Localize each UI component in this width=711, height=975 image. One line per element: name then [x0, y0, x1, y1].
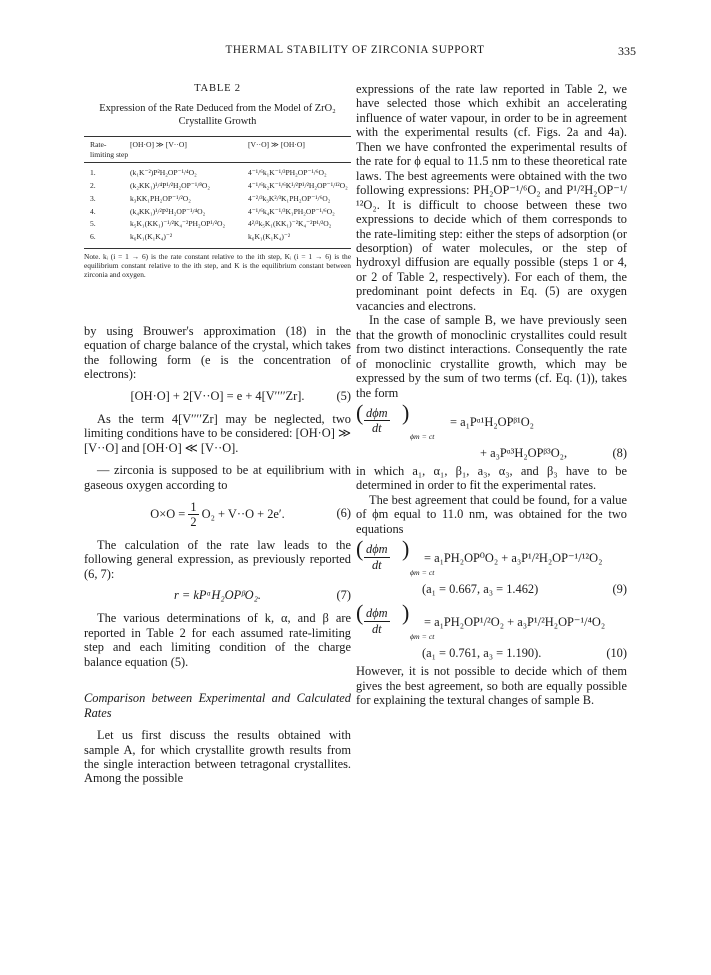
- equation-8-continued: [356, 446, 627, 464]
- equation-fraction: [188, 500, 198, 530]
- equation-number: (8): [612, 445, 627, 460]
- table-cell: k₅K₁(KK₁)⁻¹/²K₄⁻²PH₂OP¹/²O₂: [130, 219, 226, 229]
- table-cell: (k₁K⁻²)P²H₂OP⁻¹/⁴O₂: [130, 168, 197, 178]
- table-cell: 2.: [90, 181, 96, 191]
- paragraph: As the term 4[V′′′′Zr] may be neglected, two limiting conditions have to be considered: [OH·O] ≫ [V··O] and [OH·O] ≪ [V··O].: [84, 411, 351, 455]
- section-heading: Comparison between Experimental and Calculated Rates: [84, 691, 351, 720]
- paragraph: However, it is not possible to decide which of them gives the best agreement, so both are equally possible for explaining the textural changes of sample B.: [356, 664, 627, 708]
- equation-rhs: = a₁Pᵅ¹H₂OPᵝ¹O₂: [450, 414, 534, 429]
- col-header-vacancy-dominant: [V··O] ≫ [OH·O]: [248, 140, 305, 150]
- derivative-subscript: ϕm = ct: [410, 568, 435, 578]
- equation-condition: (a₁ = 0.667, a₃ = 1.462): [422, 582, 539, 597]
- equation-10: ( dϕm dt ) ϕm = ct = a₁PH₂OP¹/²O₂ + a₃P¹/²H₂OP⁻¹/⁴O₂: [356, 600, 627, 646]
- equation-rhs: O₂ + V··O + 2e′.: [201, 506, 285, 521]
- equation-9-condition: [356, 582, 627, 600]
- derivative-subscript: ϕm = ct: [410, 632, 435, 642]
- paragraph: Let us first discuss the results obtained with sample A, for which crystallite growth results from the single interaction between tetragonal crystallites. Among the possible: [84, 728, 351, 786]
- table-cell: (k₂KK₁)¹/⁴P¹/²H₂OP⁻¹/⁸O₂: [130, 181, 211, 191]
- running-header: [0, 44, 711, 60]
- right-column: [356, 82, 627, 708]
- equation-number: (10): [606, 646, 627, 661]
- table-caption: TABLE 2: [194, 83, 241, 94]
- derivative-fraction: [364, 406, 390, 436]
- table-row: [84, 206, 351, 219]
- equation-number: (7): [336, 588, 351, 603]
- table-cell: (k₄KK₁)¹/²P²H₂OP⁻¹/⁴O₂: [130, 206, 206, 216]
- table-row: [84, 193, 351, 206]
- table-cell: 4.: [90, 206, 96, 216]
- table-cell: 3.: [90, 193, 96, 203]
- equation-body: [OH·O] + 2[V··O] = e + 4[V′′′′Zr].: [130, 388, 305, 403]
- equation-5: [84, 382, 351, 412]
- equation-number: (5): [336, 388, 351, 403]
- paragraph: by using Brouwer's approximation (18) in the equation of charge balance of the crystal, which takes the following form (e is the concentration of electrons):: [84, 323, 351, 382]
- table-cell: k₃KK₁PH₂OP⁻¹/²O₂: [130, 193, 191, 203]
- table-cell: 5.: [90, 219, 96, 229]
- derivative-numerator: dϕm: [366, 542, 388, 557]
- equation-rhs: = a₁PH₂OP¹/²O₂ + a₃P¹/²H₂OP⁻¹/⁴O₂: [424, 615, 606, 630]
- equation-9: ( dϕm dt ) ϕm = ct = a₁PH₂OP⁰O₂ + a₃P¹/²H₂OP⁻¹/¹²O₂: [356, 536, 627, 582]
- table-cell: 4⁻¹/⁶k₄K⁻¹/³K₁PH₂OP⁻¹/⁶O₂: [248, 206, 335, 216]
- equation-7: [84, 581, 351, 611]
- paragraph: The best agreement that could be found, for a value of ϕm equal to 11.0 nm, was obtained for the two equations: [356, 492, 627, 536]
- table-row: [84, 218, 351, 231]
- derivative-denominator: dt: [371, 557, 382, 572]
- derivative-numerator: dϕm: [366, 606, 388, 621]
- equation-number: (9): [612, 582, 627, 597]
- table-row: [84, 163, 351, 180]
- paragraph: — zirconia is supposed to be at equilibrium with gaseous oxygen according to: [84, 463, 351, 492]
- paragraph: expressions of the rate law reported in Table 2, we have selected those which exhibit an accelerating influence of water vapour, in order to be in agreement with the experimental results (cf. Figs. 2a and 4a). Then we have confronted the experimental results of the rate for ϕ equal to 11.5 nm to these theoretical rate laws. The best agreements were obtained with the two following expressions: PH₂OP⁻¹/⁶O₂ and P¹/²H₂OP⁻¹/¹²O₂. It is difficult to choose between these two expressions to decide which of them corresponds to the rate-limiting step: either the steps of adsorption (or desorption) of water molecules, or the step of hydroxyl diffusion are equally possible (steps 1 or 4, or 2 of Table 2, respectively). For each of them, the predominant point defects in Eq. (5) are oxygen vacancies and electrons.: [356, 82, 627, 313]
- fraction-numerator: 1: [190, 499, 197, 514]
- table-cell: 4⁻²/³k₃K²/³K₁PH₂OP⁻¹/⁶O₂: [248, 193, 331, 203]
- equation-6: [84, 492, 351, 538]
- equation-rhs: + a₃Pᵅ³H₂OPᵝ³O₂,: [480, 445, 568, 460]
- table-cell: 6.: [90, 231, 96, 241]
- page-number: 335: [618, 44, 636, 58]
- derivative-fraction: [364, 542, 390, 572]
- equation-rhs: = a₁PH₂OP⁰O₂ + a₃P¹/²H₂OP⁻¹/¹²O₂: [424, 551, 603, 566]
- equation-8: ( dϕm dt ) ϕm = ct = a₁Pᵅ¹H₂OPᵝ¹O₂: [356, 400, 627, 446]
- running-title: THERMAL STABILITY OF ZIRCONIA SUPPORT: [225, 44, 485, 56]
- derivative-numerator: dϕm: [366, 405, 388, 420]
- derivative-denominator: dt: [371, 621, 382, 636]
- table-cell: 4⁻¹/⁶k₁K⁻¹/³PH₂OP⁻¹/⁶O₂: [248, 168, 327, 178]
- derivative-fraction: [364, 606, 390, 636]
- equation-body: r = kPᵅH₂OPᵝO₂.: [173, 588, 262, 603]
- table-cell: k₆K₁(K₁K₄)⁻²: [248, 231, 291, 241]
- fraction-denominator: 2: [190, 515, 197, 530]
- col-header-step: Rate-limiting step: [90, 140, 129, 159]
- table-row: [84, 231, 351, 248]
- left-column: [84, 82, 351, 786]
- equation-condition: (a₁ = 0.761, a₃ = 1.190).: [422, 646, 542, 661]
- col-header-oh-dominant: [OH·O] ≫ [V··O]: [130, 140, 187, 150]
- paragraph: The calculation of the rate law leads to the following general expression, as previously reported (6, 7):: [84, 537, 351, 581]
- table-cell: 1.: [90, 168, 96, 178]
- equation-10-condition: [356, 646, 627, 664]
- table-title: Expression of the Rate Deduced from the Model of ZrO₂ Crystallite Growth: [99, 103, 336, 128]
- table-note: Note. kᵢ (i = 1 → 6) is the rate constant relative to the ith step, Kᵢ (i = 1 → 6) is the equilibrium constant relative to the ith step, and K is the equilibrium constant between zirconia and oxygen.: [84, 251, 351, 280]
- paragraph: The various determinations of k, α, and β are reported in Table 2 for each assumed rate-limiting step and each limiting condition of the charge balance equation (5).: [84, 611, 351, 669]
- paragraph: In the case of sample B, we have previously seen that the growth of monoclinic crystallites could result from two distinct interactions. Consequently the rate of monoclinic crystallite growth, which may be expressed by the sum of two terms (cf. Eq. (1)), takes the form: [356, 313, 627, 400]
- equation-number: (6): [336, 505, 351, 520]
- derivative-denominator: dt: [371, 421, 382, 436]
- equation-lhs: O×O =: [150, 506, 186, 521]
- rate-expression-table: [84, 136, 351, 248]
- table-cell: 4²/³k₅K₁(KK₁)⁻²K₄⁻²P¹/²O₂: [248, 219, 332, 229]
- derivative-subscript: ϕm = ct: [410, 431, 435, 441]
- table-cell: k₆K₁(K₁K₄)⁻²: [130, 231, 173, 241]
- table-row: [84, 180, 351, 193]
- table-cell: 4⁻¹/⁶k₂K⁻¹/⁶K¹/²P¹/²H₂OP⁻¹/¹²O₂: [248, 181, 348, 191]
- table-header-row: [84, 137, 351, 163]
- paragraph: in which a₁, α₁, β₁, a₃, α₃, and β₃ have to be determined in order to fit the experimental rates.: [356, 463, 627, 493]
